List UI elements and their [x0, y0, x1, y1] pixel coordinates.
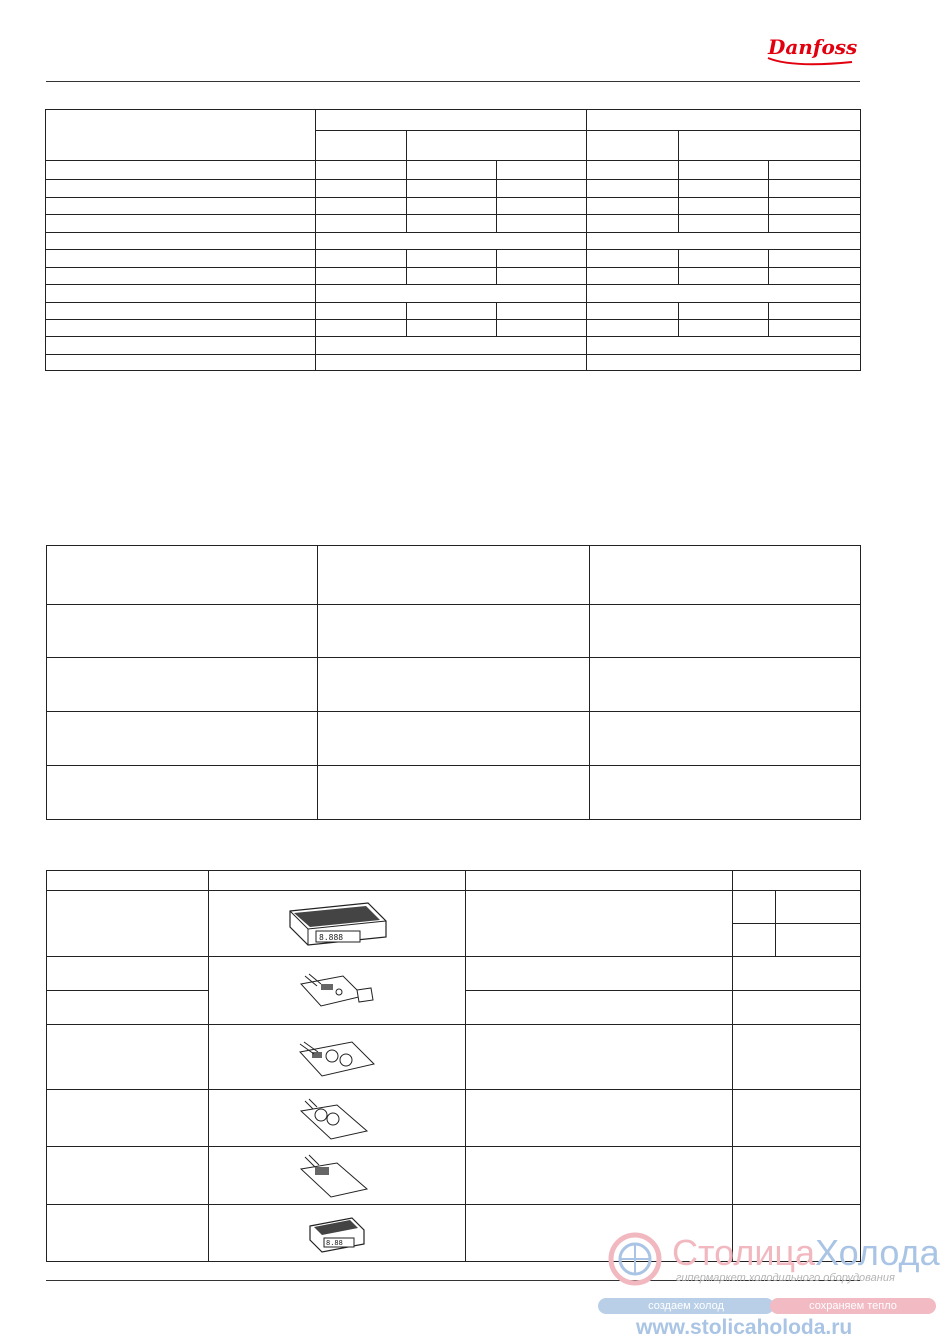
specs-header-cell: [587, 110, 861, 131]
flat-board-icon: [297, 1151, 377, 1201]
accessory-image-cell: [209, 1090, 466, 1147]
specs-row: [46, 320, 861, 337]
specs-header-cell: [316, 131, 407, 161]
watermark-title-part2: Холода: [815, 1232, 940, 1273]
danfoss-logo: [762, 28, 862, 72]
accessory-image-cell: [209, 1205, 466, 1262]
features-row: [47, 766, 861, 820]
accessories-row: [47, 891, 861, 924]
watermark-title: [672, 1232, 940, 1274]
watermark-tag-right: сохраняем тепло: [770, 1298, 936, 1314]
watermark-title-part1: Столица: [672, 1232, 816, 1273]
watermark-tag-left: создаем холод: [598, 1298, 774, 1314]
features-header-row: [47, 546, 861, 605]
circuit-board-connector-icon: [297, 966, 377, 1016]
accessory-image-cell: [209, 1147, 466, 1205]
specs-header-cell: [316, 110, 587, 131]
specs-row: [46, 161, 861, 180]
specs-row: [46, 355, 861, 371]
accessories-row: [47, 1147, 861, 1205]
specs-row: [46, 268, 861, 285]
specs-row: [46, 198, 861, 215]
specs-header-cell: [407, 131, 587, 161]
specs-row: [46, 337, 861, 355]
specs-row: [46, 250, 861, 268]
accessories-table: [46, 870, 861, 1262]
button-board-icon: [292, 1032, 382, 1082]
accessories-header-row: [47, 871, 861, 891]
svg-text:8.88: 8.88: [326, 1239, 343, 1247]
specs-table: [45, 109, 861, 371]
specs-row: [46, 233, 861, 250]
panel-display-icon: [282, 899, 392, 949]
accessory-image-cell: [209, 891, 466, 957]
svg-text:8.888: 8.888: [319, 932, 344, 942]
accessories-row: [47, 1090, 861, 1147]
watermark-subtitle: гипермаркет холодильного оборудования: [676, 1272, 895, 1284]
specs-row: [46, 285, 861, 303]
globe-snowflake-icon: [608, 1232, 662, 1286]
svg-text:Danfoss: Danfoss: [768, 35, 858, 59]
features-row: [47, 605, 861, 658]
features-table: [46, 545, 861, 820]
header-rule: [46, 81, 860, 82]
specs-row: [46, 215, 861, 233]
two-button-board-icon: [297, 1093, 377, 1143]
small-display-icon: [302, 1208, 372, 1258]
accessory-image-cell: [209, 957, 466, 1025]
specs-header-cell: [679, 131, 861, 161]
features-row: [47, 712, 861, 766]
specs-row: [46, 303, 861, 320]
specs-header-cell: [587, 131, 679, 161]
specs-header-row: [46, 110, 861, 131]
accessories-row: [47, 1025, 861, 1090]
watermark-url[interactable]: www.stolicaholoda.ru: [636, 1316, 853, 1339]
specs-header-cell: [46, 110, 316, 161]
accessories-row: [47, 957, 861, 991]
specs-row: [46, 180, 861, 198]
accessory-image-cell: [209, 1025, 466, 1090]
features-row: [47, 658, 861, 712]
